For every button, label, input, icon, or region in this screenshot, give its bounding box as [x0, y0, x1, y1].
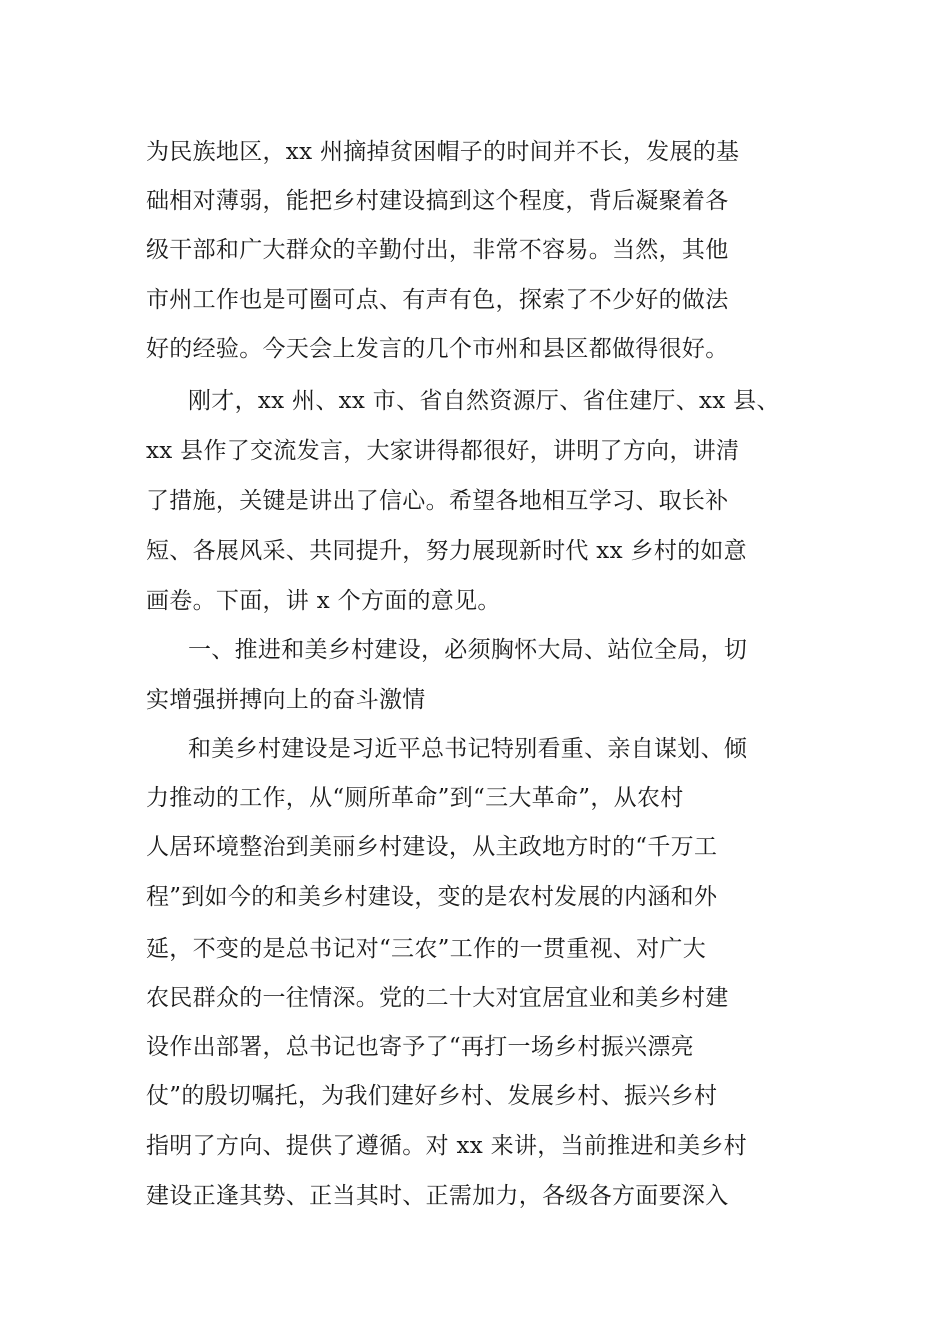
- text-line: 刚才，xx 州、xx 市、省自然资源厅、省住建厅、xx 县、: [188, 388, 780, 414]
- text-line: 程”到如今的和美乡村建设，变的是农村发展的内涵和外: [146, 884, 718, 910]
- text-line: 指明了方向、提供了遵循。对 xx 来讲，当前推进和美乡村: [146, 1133, 747, 1159]
- text-line: 农民群众的一往情深。党的二十大对宜居宜业和美乡村建: [146, 985, 729, 1011]
- text-line: 础相对薄弱，能把乡村建设搞到这个程度，背后凝聚着各: [146, 188, 729, 214]
- text-line: 建设正逢其势、正当其时、正需加力，各级各方面要深入: [146, 1183, 729, 1209]
- text-line: 了措施，关键是讲出了信心。希望各地相互学习、取长补: [146, 488, 729, 514]
- text-line: 好的经验。今天会上发言的几个市州和县区都做得很好。: [146, 336, 729, 362]
- text-line: 人居环境整治到美丽乡村建设，从主政地方时的“千万工: [146, 834, 718, 860]
- text-line: xx 县作了交流发言，大家讲得都很好，讲明了方向，讲清: [146, 438, 740, 464]
- text-line: 短、各展风采、共同提升，努力展现新时代 xx 乡村的如意: [146, 538, 747, 564]
- text-line: 市州工作也是可圈可点、有声有色，探索了不少好的做法: [146, 287, 729, 313]
- text-line: 为民族地区，xx 州摘掉贫困帽子的时间并不长，发展的基: [146, 139, 740, 165]
- text-line: 画卷。下面，讲 x 个方面的意见。: [146, 588, 501, 614]
- text-line: 和美乡村建设是习近平总书记特别看重、亲自谋划、倾: [188, 736, 748, 762]
- section-heading-line: 一、推进和美乡村建设，必须胸怀大局、站位全局，切: [188, 637, 748, 663]
- text-line: 仗”的殷切嘱托，为我们建好乡村、发展乡村、振兴乡村: [146, 1083, 718, 1109]
- section-heading-line: 实增强拼搏向上的奋斗激情: [146, 687, 426, 713]
- text-line: 延，不变的是总书记对“三农”工作的一贯重视、对广大: [146, 936, 707, 962]
- text-line: 设作出部署，总书记也寄予了“再打一场乡村振兴漂亮: [146, 1034, 694, 1060]
- text-line: 级干部和广大群众的辛勤付出，非常不容易。当然，其他: [146, 237, 729, 263]
- text-line: 力推动的工作，从“厕所革命”到“三大革命”，从农村: [146, 785, 684, 811]
